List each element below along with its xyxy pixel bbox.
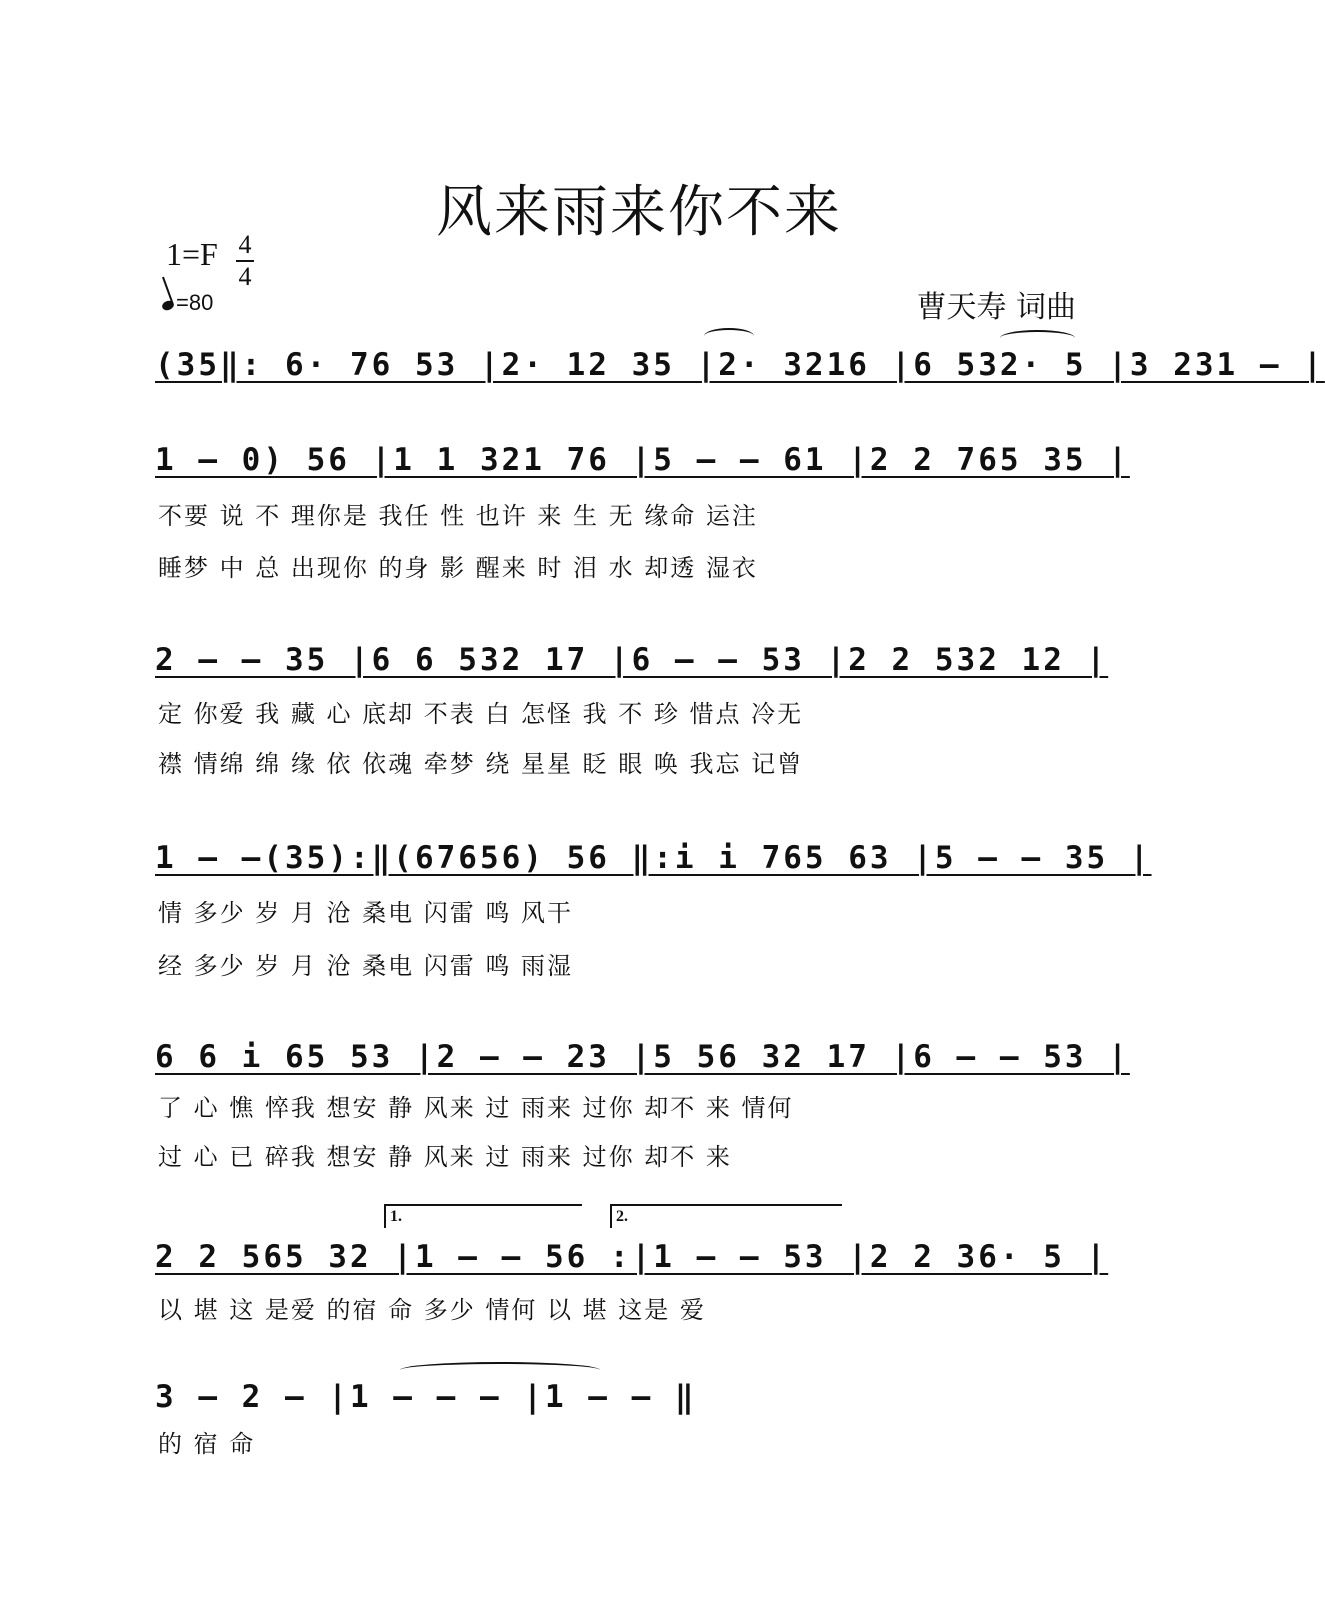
tie-mark bbox=[1000, 330, 1075, 346]
time-signature-denominator: 4 bbox=[238, 262, 252, 291]
score-row-7 bbox=[155, 1362, 1080, 1432]
lyric-verse-1: 情 多少 岁 月 沧 桑电 闪雷 鸣 风干 bbox=[158, 899, 574, 927]
notation-line: 3 – 2 – |1 – – – |1 – – ‖ bbox=[155, 1379, 697, 1415]
tempo-value: =80 bbox=[176, 290, 214, 315]
notation-line: (35‖: 6· 76 53 |2· 12 35 |2· 3216 |6 532· 5 |3 231 – | bbox=[155, 347, 1325, 383]
score-row-2 bbox=[155, 425, 1130, 495]
first-ending-label: 1. bbox=[390, 1208, 402, 1225]
page-title: 风来雨来你不来 bbox=[436, 180, 842, 245]
score-row-3 bbox=[155, 625, 1109, 695]
lyric-verse-2: 睡梦 中 总 出现你 的身 影 醒来 时 泪 水 却透 湿衣 bbox=[158, 554, 758, 582]
lyric-verse-1: 以 堪 这 是爱 的宿 命 多少 情何 以 堪 这是 爱 bbox=[158, 1296, 706, 1324]
quarter-note-icon bbox=[161, 299, 175, 312]
time-signature bbox=[236, 230, 254, 292]
lyric-verse-1: 了 心 憔 悴我 想安 静 风来 过 雨来 过你 却不 来 情何 bbox=[158, 1094, 794, 1122]
lyric-verse-1: 定 你爱 我 藏 心 底却 不表 白 怎怪 我 不 珍 惜点 冷无 bbox=[158, 700, 804, 728]
tie-mark bbox=[704, 328, 754, 344]
score-row-1 bbox=[155, 330, 1325, 400]
lyric-verse-2: 经 多少 岁 月 沧 桑电 闪雷 鸣 雨湿 bbox=[158, 952, 574, 980]
lyric-verse-1: 不要 说 不 理你是 我任 性 也许 来 生 无 缘命 运注 bbox=[158, 502, 758, 530]
notation-line: 2 2 565 32 |1 – – 56 :|1 – – 53 |2 2 36· 5 | bbox=[155, 1239, 1109, 1275]
lyric-verse-2: 过 心 已 碎我 想安 静 风来 过 雨来 过你 却不 来 bbox=[158, 1143, 732, 1171]
key-signature: 1=F bbox=[166, 236, 218, 272]
notation-line: 1 – –(35):‖(67656) 56 ‖:i i 765 63 |5 – – 35 | bbox=[155, 840, 1152, 876]
score-row-4 bbox=[155, 823, 1152, 893]
notation-line: 6 6 i 65 53 |2 – – 23 |5 56 32 17 |6 – – 53 | bbox=[155, 1039, 1130, 1075]
tempo-marking bbox=[162, 290, 213, 316]
second-ending-label: 2. bbox=[616, 1208, 628, 1225]
lyric-verse-1: 的 宿 命 bbox=[158, 1430, 256, 1458]
time-signature-numerator: 4 bbox=[238, 230, 252, 259]
author-credit: 曹天寿 词曲 bbox=[916, 290, 1076, 325]
notation-line: 1 – 0) 56 |1 1 321 76 |5 – – 61 |2 2 765 35 | bbox=[155, 442, 1130, 478]
score-row-6 bbox=[155, 1222, 1109, 1292]
lyric-verse-2: 襟 情绵 绵 缘 依 依魂 牵梦 绕 星星 眨 眼 唤 我忘 记曾 bbox=[158, 750, 804, 778]
notation-line: 2 – – 35 |6 6 532 17 |6 – – 53 |2 2 532 12 | bbox=[155, 642, 1109, 678]
score-row-5 bbox=[155, 1022, 1130, 1092]
